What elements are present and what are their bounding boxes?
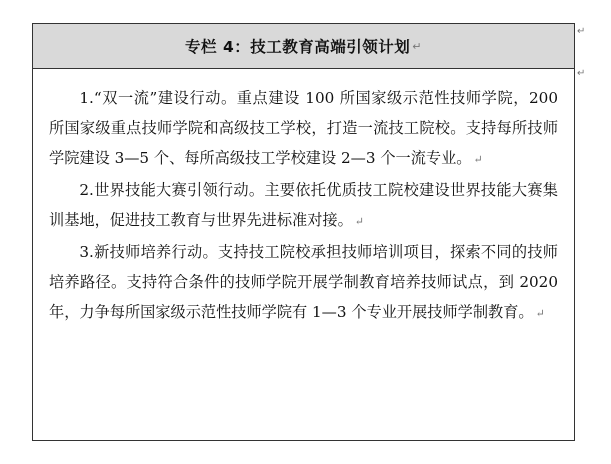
paragraph-3 xyxy=(49,237,558,329)
panel-title-bar xyxy=(33,24,574,69)
panel-title: 专栏 4：技工教育高端引领计划 xyxy=(185,38,411,56)
paragraph-mark-icon: ↵ xyxy=(354,215,364,228)
paragraph-1 xyxy=(49,83,558,175)
paragraph-mark-icon: ↵ xyxy=(473,153,483,166)
cell-end-mark-icon: ↵ xyxy=(577,68,586,79)
paragraph-3-text: 3.新技师培养行动。支持技工院校承担技师培训项目，探索不同的技师培养路径。支持符合条件的技师学院开展学制教育培养技师试点，到 2020 年，力争每所国家级示范性技师学院有 1—3 个专业开展技师学制教育。 xyxy=(49,243,558,321)
paragraph-2-text: 2.世界技能大赛引领行动。主要依托优质技工院校建设世界技能大赛集训基地，促进技工教育与世界先进标准对接。 xyxy=(49,181,558,229)
paragraph-2 xyxy=(49,175,558,237)
paragraph-mark-icon: ↵ xyxy=(412,39,422,53)
paragraph-1-text: 1.“双一流”建设行动。重点建设 100 所国家级示范性技师学院，200 所国家级重点技师学院和高级技工学校，打造一流技工院校。支持每所技师学院建设 3—5 个、每所高级技工学校建设 2—3 个一流专业。 xyxy=(49,89,558,167)
info-panel xyxy=(32,23,575,441)
paragraph-mark-icon: ↵ xyxy=(535,307,545,320)
panel-content xyxy=(33,69,574,329)
cell-end-mark-icon: ↵ xyxy=(577,26,586,37)
